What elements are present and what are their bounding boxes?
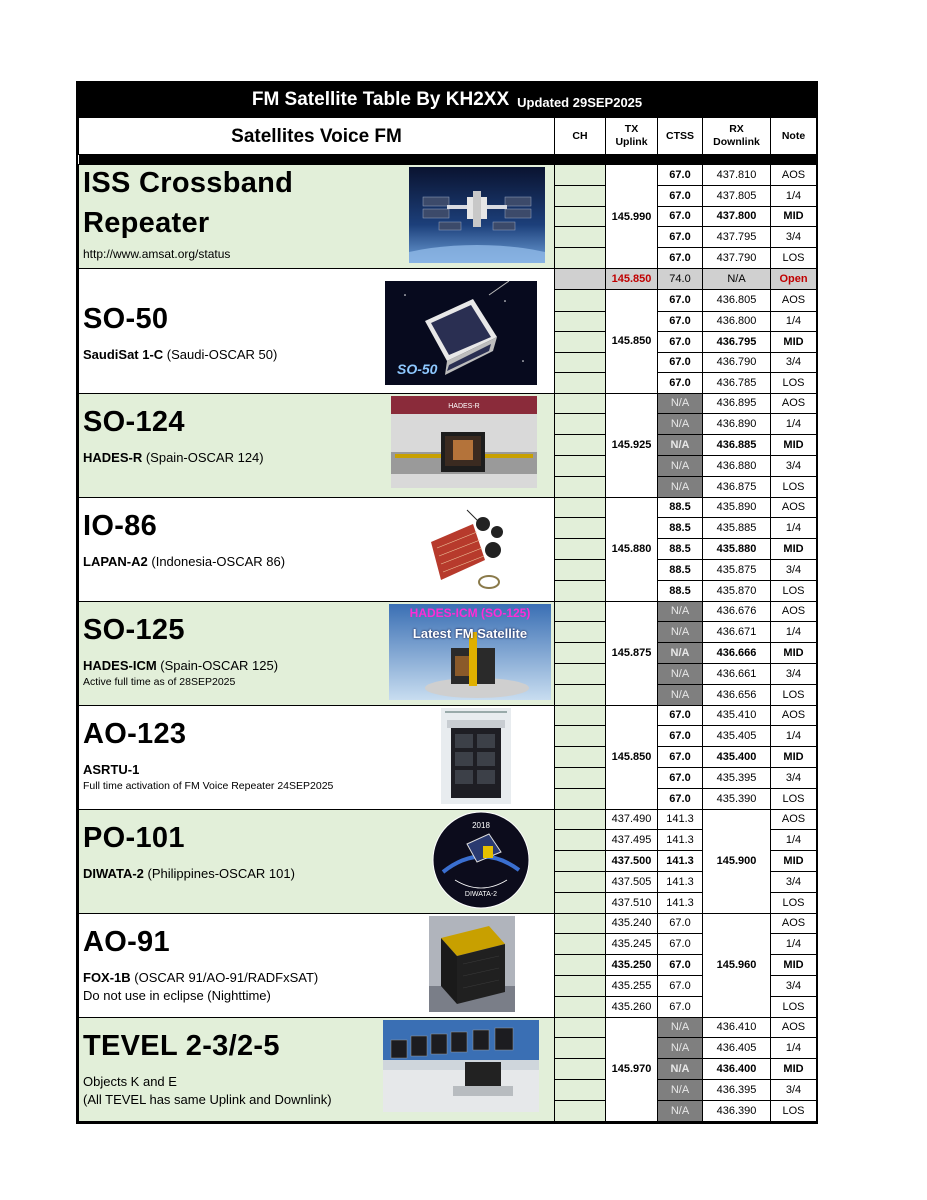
rx-downlink-cell: 436.800 xyxy=(703,311,771,332)
table-row xyxy=(79,269,817,290)
header-note: Note xyxy=(771,118,817,155)
ch-cell[interactable] xyxy=(555,289,606,311)
ch-cell[interactable] xyxy=(555,809,606,830)
rx-downlink-cell: N/A xyxy=(703,269,771,290)
note-cell: MID xyxy=(771,955,817,976)
rx-downlink-cell: 435.395 xyxy=(703,767,771,788)
rx-downlink-cell: 437.805 xyxy=(703,185,771,206)
diwata-image-label: DIWATA-2 xyxy=(464,890,498,898)
ch-cell[interactable] xyxy=(555,373,606,394)
rx-downlink-cell: 145.960 xyxy=(703,913,771,1017)
header-tx-text: TX Uplink xyxy=(615,123,648,148)
rx-downlink-cell: 436.405 xyxy=(703,1038,771,1059)
note-cell: 3/4 xyxy=(771,227,817,248)
tx-uplink-cell: 437.505 xyxy=(606,871,658,892)
note-cell: 3/4 xyxy=(771,663,817,684)
ctss-cell: 67.0 xyxy=(658,311,703,332)
satellite-note: (All TEVEL has same Uplink and Downlink) xyxy=(83,1091,332,1107)
ch-cell[interactable] xyxy=(555,1100,606,1121)
ctss-cell: N/A xyxy=(658,684,703,705)
satellite-description: (Philippines-OSCAR 101) xyxy=(143,865,295,881)
ch-cell[interactable] xyxy=(555,393,606,414)
ch-cell[interactable] xyxy=(555,1059,606,1080)
note-cell: 3/4 xyxy=(771,871,817,892)
ctss-cell: 67.0 xyxy=(658,705,703,726)
ch-cell[interactable] xyxy=(555,311,606,332)
ctss-cell: 67.0 xyxy=(658,227,703,248)
ctss-cell: N/A xyxy=(658,1059,703,1080)
satellite-image xyxy=(441,708,511,804)
table-row xyxy=(79,497,817,518)
note-cell: MID xyxy=(771,643,817,664)
ch-cell[interactable] xyxy=(555,185,606,206)
rx-downlink-cell: 436.805 xyxy=(703,289,771,311)
note-cell: MID xyxy=(771,1059,817,1080)
ch-cell[interactable] xyxy=(555,767,606,788)
rx-downlink-cell: 436.671 xyxy=(703,622,771,643)
ctss-cell: 67.0 xyxy=(658,185,703,206)
satellite-block xyxy=(79,165,555,269)
note-cell: AOS xyxy=(771,913,817,934)
table-row xyxy=(79,1017,817,1038)
rx-downlink-cell: 436.790 xyxy=(703,352,771,373)
rx-downlink-cell: 435.410 xyxy=(703,705,771,726)
ctss-cell: N/A xyxy=(658,455,703,476)
ctss-cell: 88.5 xyxy=(658,559,703,580)
rx-downlink-cell: 435.880 xyxy=(703,539,771,560)
note-cell: LOS xyxy=(771,788,817,809)
ctss-cell: 141.3 xyxy=(658,892,703,913)
ctss-cell: 88.5 xyxy=(658,580,703,601)
note-cell: 3/4 xyxy=(771,559,817,580)
ctss-cell: N/A xyxy=(658,1017,703,1038)
ch-cell[interactable] xyxy=(555,206,606,227)
header-rx-text: RX Downlink xyxy=(713,123,760,148)
satellite-subtitle xyxy=(83,347,277,362)
satellite-objects: Objects K and E xyxy=(83,1073,177,1089)
header-separator xyxy=(79,155,817,165)
ch-cell[interactable] xyxy=(555,601,606,622)
note-cell: 3/4 xyxy=(771,352,817,373)
satellite-note: Do not use in eclipse (Nighttime) xyxy=(83,987,271,1003)
note-cell: 1/4 xyxy=(771,934,817,955)
latest-fm-label: Latest FM Satellite xyxy=(412,625,528,641)
note-cell: 3/4 xyxy=(771,975,817,996)
satellite-image xyxy=(431,810,531,910)
rx-downlink-cell: 436.400 xyxy=(703,1059,771,1080)
note-cell: LOS xyxy=(771,996,817,1017)
ch-cell[interactable] xyxy=(555,955,606,976)
tx-uplink-cell: 437.495 xyxy=(606,830,658,851)
note-cell: MID xyxy=(771,851,817,872)
rx-downlink-cell: 435.870 xyxy=(703,580,771,601)
note-cell: LOS xyxy=(771,892,817,913)
satellite-image xyxy=(429,916,515,1012)
ch-cell[interactable] xyxy=(555,435,606,456)
ch-cell[interactable] xyxy=(555,996,606,1017)
ctss-cell: 67.0 xyxy=(658,934,703,955)
satellite-block xyxy=(79,913,555,1017)
ctss-cell: 67.0 xyxy=(658,996,703,1017)
satellite-description: (Spain-OSCAR 125) xyxy=(156,657,279,673)
note-cell: 1/4 xyxy=(771,622,817,643)
satellite-subtitle xyxy=(83,866,295,881)
ctss-cell: 67.0 xyxy=(658,726,703,747)
rx-downlink-cell: 436.666 xyxy=(703,643,771,664)
satellite-name: AO-123 xyxy=(83,717,187,750)
rx-downlink-cell: 145.900 xyxy=(703,809,771,913)
tx-uplink-cell: 435.250 xyxy=(606,955,658,976)
rx-downlink-cell: 436.890 xyxy=(703,414,771,435)
ch-cell[interactable] xyxy=(555,851,606,872)
ch-cell[interactable] xyxy=(555,705,606,726)
ch-cell[interactable] xyxy=(555,747,606,768)
ch-cell[interactable] xyxy=(555,788,606,809)
satellite-block xyxy=(79,601,555,705)
header-ctss: CTSS xyxy=(658,118,703,155)
satellite-name: TEVEL 2-3/2-5 xyxy=(83,1029,280,1062)
ch-cell[interactable] xyxy=(555,497,606,518)
ch-cell[interactable] xyxy=(555,975,606,996)
table-row xyxy=(79,165,817,186)
ch-cell[interactable] xyxy=(555,663,606,684)
note-cell: LOS xyxy=(771,1100,817,1121)
note-cell: 3/4 xyxy=(771,455,817,476)
ctss-cell: N/A xyxy=(658,476,703,497)
note-cell: 3/4 xyxy=(771,767,817,788)
tx-uplink-cell: 437.510 xyxy=(606,892,658,913)
rx-downlink-cell: 436.785 xyxy=(703,373,771,394)
note-cell: 1/4 xyxy=(771,414,817,435)
satellite-block xyxy=(79,497,555,601)
rx-downlink-cell: 436.885 xyxy=(703,435,771,456)
note-cell: LOS xyxy=(771,580,817,601)
header-ch: CH xyxy=(555,118,606,155)
tx-uplink-cell: 145.970 xyxy=(606,1017,658,1121)
ch-cell[interactable] xyxy=(555,892,606,913)
satellite-description: (OSCAR 91/AO-91/RADFxSAT) xyxy=(130,969,319,985)
satellite-block xyxy=(79,269,555,394)
hades-icm-image-label: HADES-ICM (SO-125) xyxy=(409,605,531,620)
satellite-designation: ASRTU-1 xyxy=(83,761,140,777)
table-row xyxy=(79,601,817,622)
satellite-note: Active full time as of 28SEP2025 xyxy=(83,675,236,688)
ctss-cell: N/A xyxy=(658,643,703,664)
tx-uplink-cell: 435.245 xyxy=(606,934,658,955)
rx-downlink-cell: 436.661 xyxy=(703,663,771,684)
ch-cell[interactable] xyxy=(555,726,606,747)
note-cell: AOS xyxy=(771,601,817,622)
satellite-description: (Saudi-OSCAR 50) xyxy=(163,347,278,362)
note-cell: MID xyxy=(771,206,817,227)
satellite-subtitle xyxy=(83,970,318,985)
tx-uplink-cell: 145.850 xyxy=(606,289,658,393)
ch-cell[interactable] xyxy=(555,165,606,186)
ch-cell[interactable] xyxy=(555,248,606,269)
rx-downlink-cell: 437.790 xyxy=(703,248,771,269)
note-cell: MID xyxy=(771,539,817,560)
satellite-subtitle xyxy=(83,762,139,777)
header-tx-uplink xyxy=(606,118,658,155)
satellite-table-sheet xyxy=(76,81,818,1124)
ch-cell[interactable] xyxy=(555,476,606,497)
tx-uplink-cell: 145.850 xyxy=(606,705,658,809)
ch-cell xyxy=(555,269,606,290)
note-cell: AOS xyxy=(771,809,817,830)
satellite-designation: SaudiSat 1-C xyxy=(83,347,164,362)
so50-image-label: SO-50 xyxy=(397,361,438,377)
rx-downlink-cell: 435.400 xyxy=(703,747,771,768)
ctss-cell: 67.0 xyxy=(658,747,703,768)
table-row xyxy=(79,393,817,414)
ctss-cell: 88.5 xyxy=(658,518,703,539)
ch-cell[interactable] xyxy=(555,1017,606,1038)
ctss-cell: 67.0 xyxy=(658,289,703,311)
satellite-image xyxy=(409,167,545,263)
ch-cell[interactable] xyxy=(555,1079,606,1100)
tx-uplink-cell: 145.990 xyxy=(606,165,658,269)
note-cell: LOS xyxy=(771,373,817,394)
table-header-row xyxy=(79,118,817,155)
ctss-cell: 67.0 xyxy=(658,332,703,353)
ctss-cell: 67.0 xyxy=(658,206,703,227)
satellite-image xyxy=(391,396,537,488)
note-cell: LOS xyxy=(771,248,817,269)
header-satellites: Satellites Voice FM xyxy=(79,118,555,155)
ctss-cell: 74.0 xyxy=(658,269,703,290)
note-cell: AOS xyxy=(771,705,817,726)
table-row xyxy=(79,705,817,726)
note-cell: 1/4 xyxy=(771,830,817,851)
satellite-designation: LAPAN-A2 xyxy=(83,553,148,569)
note-cell: 1/4 xyxy=(771,518,817,539)
rx-downlink-cell: 437.810 xyxy=(703,165,771,186)
tx-uplink-cell: 145.925 xyxy=(606,393,658,497)
tx-uplink-cell: 145.880 xyxy=(606,497,658,601)
rx-downlink-cell: 436.875 xyxy=(703,476,771,497)
svg-text:HADES-R: HADES-R xyxy=(448,402,480,410)
ch-cell[interactable] xyxy=(555,934,606,955)
ctss-cell: 67.0 xyxy=(658,373,703,394)
ctss-cell: 88.5 xyxy=(658,539,703,560)
ctss-cell: N/A xyxy=(658,601,703,622)
ctss-cell: 67.0 xyxy=(658,352,703,373)
table-row xyxy=(79,809,817,830)
ctss-cell: 67.0 xyxy=(658,165,703,186)
ctss-cell: 67.0 xyxy=(658,913,703,934)
note-cell: LOS xyxy=(771,684,817,705)
ctss-cell: N/A xyxy=(658,435,703,456)
ctss-cell: N/A xyxy=(658,1100,703,1121)
satellite-block xyxy=(79,809,555,913)
tx-uplink-cell: 437.500 xyxy=(606,851,658,872)
ctss-cell: N/A xyxy=(658,663,703,684)
ctss-cell: 141.3 xyxy=(658,871,703,892)
tx-uplink-cell: 435.240 xyxy=(606,913,658,934)
tx-uplink-cell: 437.490 xyxy=(606,809,658,830)
satellite-subtitle xyxy=(83,450,264,465)
page-title: FM Satellite Table By KH2XX xyxy=(251,89,510,110)
ch-cell[interactable] xyxy=(555,455,606,476)
satellite-block xyxy=(79,1017,555,1121)
note-cell: 3/4 xyxy=(771,1079,817,1100)
ch-cell[interactable] xyxy=(555,580,606,601)
ch-cell[interactable] xyxy=(555,559,606,580)
satellite-subtitle xyxy=(83,554,285,569)
ch-cell[interactable] xyxy=(555,518,606,539)
rx-downlink-cell: 436.795 xyxy=(703,332,771,353)
satellite-note: Full time activation of FM Voice Repeater 24SEP2025 xyxy=(83,779,334,792)
tx-uplink-cell: 145.850 xyxy=(606,269,658,290)
updated-date: Updated 29SEP2025 xyxy=(517,94,643,110)
rx-downlink-cell: 435.405 xyxy=(703,726,771,747)
ctss-cell: N/A xyxy=(658,1038,703,1059)
ctss-cell: N/A xyxy=(658,393,703,414)
ctss-cell: 67.0 xyxy=(658,788,703,809)
satellite-name: ISS Crossband xyxy=(83,167,294,199)
satellite-designation: HADES-R xyxy=(83,449,143,465)
ctss-cell: 67.0 xyxy=(658,248,703,269)
ctss-cell: N/A xyxy=(658,1079,703,1100)
header-rx-downlink xyxy=(703,118,771,155)
ctss-cell: 88.5 xyxy=(658,497,703,518)
rx-downlink-cell: 436.656 xyxy=(703,684,771,705)
note-cell: AOS xyxy=(771,165,817,186)
diwata-image-year: 2018 xyxy=(472,820,490,830)
ch-cell[interactable] xyxy=(555,352,606,373)
satellite-table xyxy=(78,117,817,1122)
note-cell: 1/4 xyxy=(771,185,817,206)
title-bar xyxy=(78,83,816,117)
rx-downlink-cell: 436.410 xyxy=(703,1017,771,1038)
note-cell: AOS xyxy=(771,393,817,414)
satellite-name: IO-86 xyxy=(83,509,158,542)
tx-uplink-cell: 435.255 xyxy=(606,975,658,996)
rx-downlink-cell: 435.875 xyxy=(703,559,771,580)
ch-cell[interactable] xyxy=(555,1038,606,1059)
note-cell: 1/4 xyxy=(771,1038,817,1059)
ctss-cell: 141.3 xyxy=(658,830,703,851)
ctss-cell: 141.3 xyxy=(658,851,703,872)
note-cell: MID xyxy=(771,332,817,353)
ch-cell[interactable] xyxy=(555,830,606,851)
ctss-cell: N/A xyxy=(658,414,703,435)
rx-downlink-cell: 437.795 xyxy=(703,227,771,248)
ctss-cell: 141.3 xyxy=(658,809,703,830)
ch-cell[interactable] xyxy=(555,622,606,643)
satellite-image xyxy=(383,1020,539,1112)
note-cell: AOS xyxy=(771,497,817,518)
rx-downlink-cell: 435.885 xyxy=(703,518,771,539)
ctss-cell: 67.0 xyxy=(658,955,703,976)
note-cell: 1/4 xyxy=(771,726,817,747)
ch-cell[interactable] xyxy=(555,227,606,248)
ch-cell[interactable] xyxy=(555,539,606,560)
satellite-name: SO-50 xyxy=(83,303,169,335)
rx-downlink-cell: 436.390 xyxy=(703,1100,771,1121)
ctss-cell: 67.0 xyxy=(658,767,703,788)
note-cell: 1/4 xyxy=(771,311,817,332)
rx-downlink-cell: 436.395 xyxy=(703,1079,771,1100)
rx-downlink-cell: 436.895 xyxy=(703,393,771,414)
ch-cell[interactable] xyxy=(555,913,606,934)
note-cell: MID xyxy=(771,435,817,456)
satellite-name-line2: Repeater xyxy=(83,207,210,239)
satellite-designation: HADES-ICM xyxy=(83,657,157,673)
ch-cell[interactable] xyxy=(555,332,606,353)
satellite-name: SO-125 xyxy=(83,613,185,646)
satellite-name: AO-91 xyxy=(83,925,170,958)
note-cell: AOS xyxy=(771,289,817,311)
tx-uplink-cell: 435.260 xyxy=(606,996,658,1017)
status-link[interactable]: http://www.amsat.org/status xyxy=(83,247,231,261)
table-body xyxy=(79,165,817,1122)
satellite-subtitle xyxy=(83,658,278,673)
ch-cell[interactable] xyxy=(555,871,606,892)
rx-downlink-cell: 435.390 xyxy=(703,788,771,809)
satellite-designation: FOX-1B xyxy=(83,969,131,985)
note-cell: LOS xyxy=(771,476,817,497)
satellite-name: PO-101 xyxy=(83,821,185,854)
table-row xyxy=(79,913,817,934)
note-cell: MID xyxy=(771,747,817,768)
ch-cell[interactable] xyxy=(555,684,606,705)
note-cell: AOS xyxy=(771,1017,817,1038)
satellite-name: SO-124 xyxy=(83,405,185,438)
rx-downlink-cell: 436.880 xyxy=(703,455,771,476)
ch-cell[interactable] xyxy=(555,643,606,664)
tx-uplink-cell: 145.875 xyxy=(606,601,658,705)
rx-downlink-cell: 436.676 xyxy=(703,601,771,622)
satellite-image xyxy=(419,502,509,594)
ctss-cell: N/A xyxy=(658,622,703,643)
rx-downlink-cell: 437.800 xyxy=(703,206,771,227)
satellite-description: (Spain-OSCAR 124) xyxy=(142,449,264,465)
ch-cell[interactable] xyxy=(555,414,606,435)
ctss-cell: 67.0 xyxy=(658,975,703,996)
satellite-block xyxy=(79,393,555,497)
satellite-block xyxy=(79,705,555,809)
satellite-designation: DIWATA-2 xyxy=(83,865,144,881)
note-cell: Open xyxy=(771,269,817,290)
satellite-description: (Indonesia-OSCAR 86) xyxy=(147,553,286,569)
rx-downlink-cell: 435.890 xyxy=(703,497,771,518)
